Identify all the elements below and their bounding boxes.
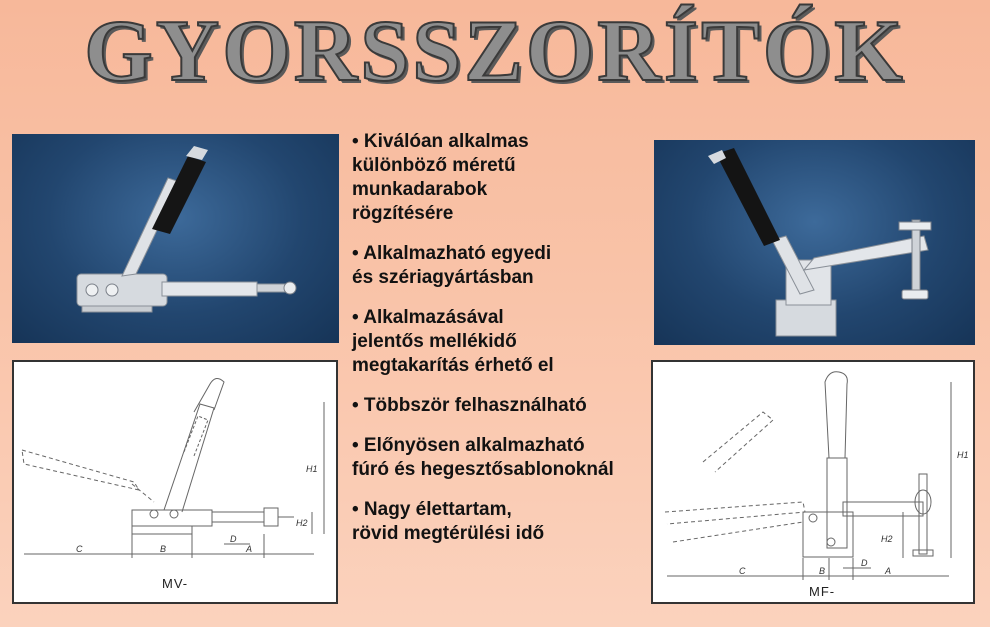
- dim-d-label: D: [230, 534, 237, 544]
- dim-c-label: C: [739, 566, 746, 576]
- model-label-mv: MV-: [162, 576, 189, 591]
- photo-vertical-clamp: [654, 140, 975, 345]
- dim-h2-label: H2: [881, 534, 893, 544]
- dim-b-label: B: [160, 544, 167, 554]
- feature-item: • Nagy élettartam, rövid megtérülési idő: [352, 499, 545, 544]
- technical-drawing-mf: [651, 360, 975, 604]
- dim-c-label: C: [76, 544, 83, 554]
- dim-a-label: A: [885, 566, 892, 576]
- feature-list: [352, 130, 647, 562]
- model-label-mf: MF-: [809, 584, 836, 599]
- dim-h1-label: H1: [306, 464, 318, 474]
- dim-b-label: B: [819, 566, 826, 576]
- dim-d-label: D: [861, 558, 868, 568]
- feature-item: • Kiválóan alkalmas különböző méretű munkadarabok rögzítésére: [352, 131, 529, 224]
- technical-drawing-mv: [12, 360, 338, 604]
- dim-h1-label: H1: [957, 450, 969, 460]
- feature-item: • Előnyösen alkalmazható fúró és hegesztősablonoknál: [352, 435, 614, 480]
- dim-h2-label: H2: [296, 518, 308, 528]
- dim-a-label: A: [246, 544, 253, 554]
- page-title: GYORSSZORÍTÓK: [84, 3, 906, 100]
- feature-item: • Többször felhasználható: [352, 395, 587, 416]
- feature-item: • Alkalmazásával jelentős mellékidő megtakarítás érhető el: [352, 307, 554, 376]
- feature-item: • Alkalmazható egyedi és szériagyártásban: [352, 243, 552, 288]
- photo-push-pull-clamp: [12, 134, 339, 343]
